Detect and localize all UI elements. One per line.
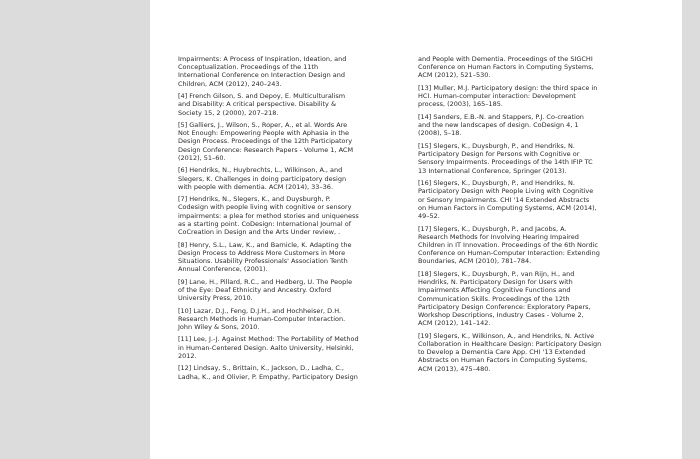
- reference-entry: [9] Lane, H., Pillard, R.C., and Hedberg, U. The People of the Eye: Deaf Ethnicity and Ancestry. Oxford University Press, 2010.: [178, 277, 353, 303]
- reference-entry: [14] Sanders, E.B.-N. and Stappers, P.J. Co-creation and the new landscapes of design. CoDesign 4, 1 (2008), 5–18.: [418, 113, 584, 138]
- reference-entry: [16] Slegers, K., Duysburgh, P., and Hendriks, N. Participatory Design with People Living with Cognitive or Sensory Impairments. CHI '14 Extended Abstracts on Human Factors in Computing Systems, ACM (2014), 49–52.: [418, 179, 597, 221]
- reference-entry: [8] Henry, S.L., Law, K., and Barnicle, K. Adapting the Design Process to Address More Customers in More Situations. Usability Professionals' Association Tenth Annual Conference, (2001).: [178, 240, 352, 274]
- reference-entry: Impairments: A Process of Inspiration, Ideation, and Conceptualization. Proceedings of the 11th International Conference on Interaction Design and Children, ACM (2012), 240–243.: [178, 55, 347, 88]
- reference-entry: [17] Slegers, K., Duysburgh, P., and Jacobs, A. Research Methods for Involving Hearing Impaired Children in IT Innovation. Proceedings of the 6th Nordic Conference on Human-Computer Interaction: Extending Boundaries, ACM (2010), 781–784.: [418, 224, 600, 266]
- references-left-column: [178, 55, 393, 385]
- reference-entry: [19] Slegers, K., Wilkinson, A., and Hendriks, N. Active Collaboration in Healthcare Design: Participatory Design to Develop a Dementia Care App. CHI '13 Extended Abstracts on Human Factors in Computing Systems, ACM (2013), 475–480.: [418, 331, 602, 373]
- reference-entry: [12] Lindsay, S., Brittain, K., Jackson, D., Ladha, C., Ladha, K., and Olivier, P. Empathy, Participatory Design: [178, 364, 358, 381]
- reference-entry: [13] Muller, M.J. Participatory design: the third space in HCI. Human-computer interaction: Development process, (2003), 165–185.: [418, 84, 598, 109]
- reference-entry: [11] Lee, J.-J. Against Method: The Portability of Method in Human-Centered Design. Aalto University, Helsinki, 2012.: [178, 335, 359, 360]
- document-page: [150, 0, 682, 459]
- reference-entry: [4] French Gilson, S. and Depoy, E. Multiculturalism and Disability: A critical perspective. Disability & Society 15, 2 (2000), 207–218.: [178, 92, 346, 117]
- references-right-column: [418, 55, 633, 377]
- reference-entry: [5] Galliers, J., Wilson, S., Roper, A., et al. Words Are Not Enough: Empowering People with Aphasia in the Design Process. Proceedings of the 12th Participatory Design Conference: Research Papers - Volume 1, ACM (2012), 51–60.: [178, 121, 354, 162]
- reference-entry: [18] Slegers, K., Duysburgh, P., van Rijn, H., and Hendriks, N. Participatory Design for Users with Impairments Affecting Cognitive Functions and Communication Skills. Proceedings of the 12th Participatory Design Conference: Exploratory Papers, Workshop Descriptions, Industry Cases - Volume 2, ACM (2012), 141–142.: [418, 270, 591, 328]
- reference-entry: [7] Hendriks, N., Slegers, K., and Duysburgh, P. Codesign with people living with cognitive or sensory impairments: a plea for method stories and uniqueness as a starting point. CoDesign: International Journal of CoCreation in Design and the Arts Under review, .: [178, 195, 359, 237]
- reference-entry: [15] Slegers, K., Duysburgh, P., and Hendriks, N. Participatory Design for Persons with Cognitive or Sensory Impairments. Proceedings of the 14th IFIP TC 13 International Conference, Springer (2013).: [418, 142, 593, 175]
- reference-entry: and People with Dementia. Proceedings of the SIGCHI Conference on Human Factors in Computing Systems, ACM (2012), 521–530.: [418, 55, 594, 80]
- reference-entry: [10] Lazar, D.J., Feng, D.J.H., and Hochheiser, D.H. Research Methods in Human-Computer Interaction. John Wiley & Sons, 2010.: [178, 306, 346, 331]
- reference-entry: [6] Hendriks, N., Huybrechts, L., Wilkinson, A., and Slegers, K. Challenges in doing participatory design with people with dementia. ACM (2014), 33–36.: [178, 166, 347, 191]
